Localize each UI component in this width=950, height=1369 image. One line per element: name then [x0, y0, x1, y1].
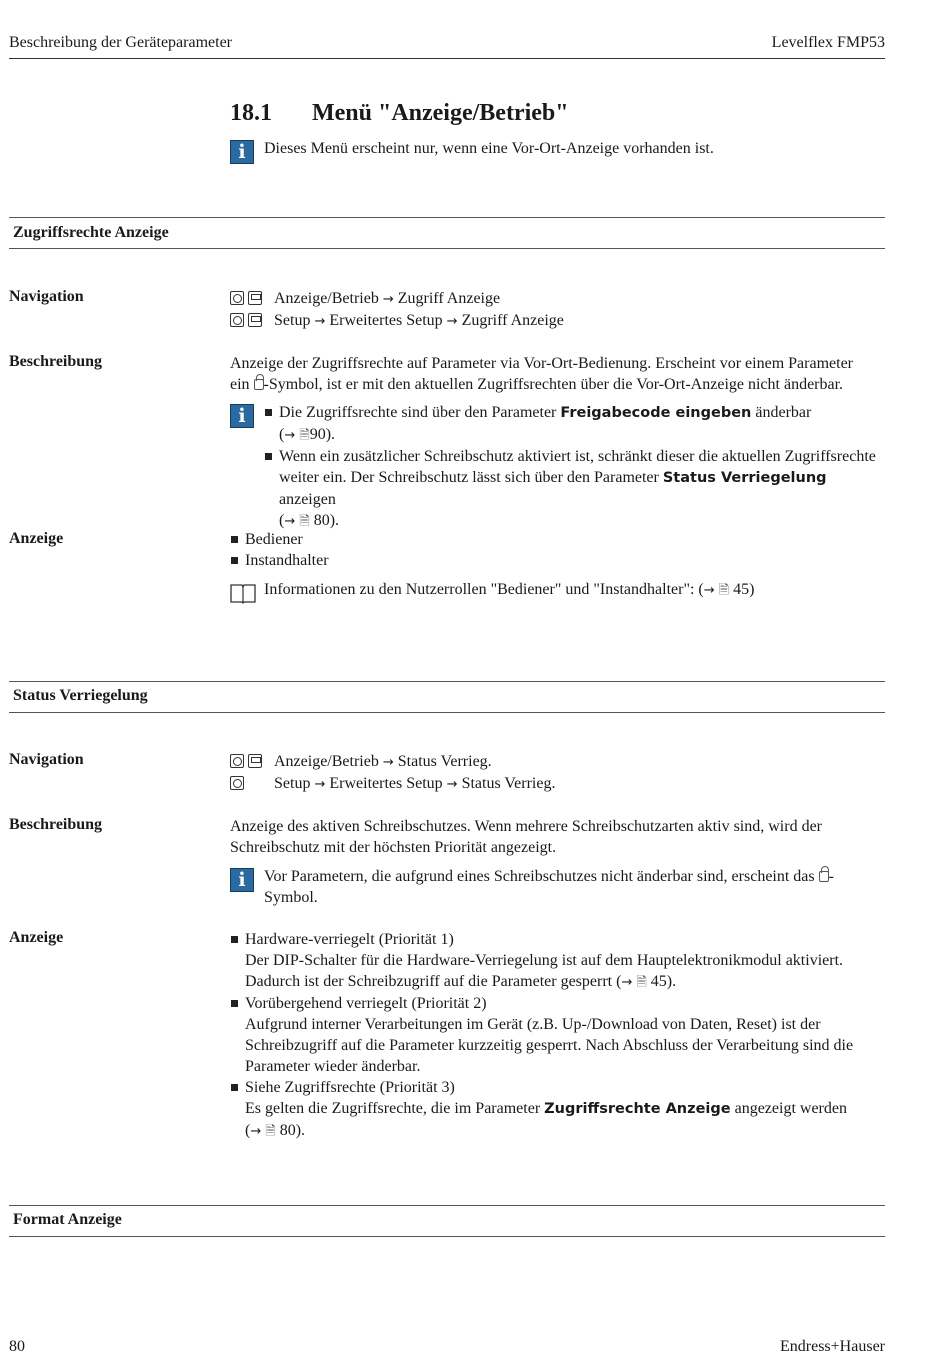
title-text: Menü "Anzeige/Betrieb"	[312, 100, 569, 126]
option-list	[230, 529, 886, 571]
lock-icon	[819, 871, 829, 882]
header-right: Levelflex FMP53	[771, 34, 885, 51]
nav-path-2: Setup → Erweitertes Setup → Status Verrieg.	[230, 773, 886, 795]
label-beschreibung: Beschreibung	[9, 353, 103, 370]
display-icon	[248, 291, 262, 305]
operation-icon	[230, 313, 244, 327]
list-item: Vorübergehend verriegelt (Priorität 2) Aufgrund interner Verarbeitungen im Gerät (z.B. Up-/Download von Daten, Reset) ist der Schreibzugriff auf die Parameter kurzzeitig gesperrt. Nach Abschluss der Verarbeitung sind die Parameter wieder änderbar.	[230, 993, 886, 1077]
section-rule-top	[9, 1205, 885, 1206]
section-title-status-verriegelung: Status Verriegelung	[13, 687, 148, 704]
list-item: Wenn ein zusätzlicher Schreibschutz aktiviert ist, schränkt dieser die aktuellen Zugriffsrechte weiter ein. Der Schreibschutz lässt sich über den Parameter Status Verriegelung anzeigen (→ 🗎 80).	[264, 446, 886, 532]
info-icon: i	[230, 140, 254, 164]
description: Anzeige der Zugriffsrechte auf Parameter via Vor-Ort-Bedienung. Erscheint vor einem Parameter ein -Symbol, ist er mit den aktuellen Zugriffsrechten über die Vor-Ort-Anzeige nicht änderbar.	[230, 355, 853, 393]
nav-path-2: Setup → Erweitertes Setup → Zugriff Anzeige	[230, 310, 886, 332]
display-icon	[248, 313, 262, 327]
label-anzeige: Anzeige	[9, 530, 64, 547]
operation-icon	[230, 291, 244, 305]
list-item: Instandhalter	[230, 550, 886, 571]
lock-icon	[254, 379, 264, 390]
navigation-paths	[230, 288, 886, 332]
label-navigation: Navigation	[9, 288, 84, 305]
operation-icon	[230, 754, 244, 768]
book-note: Informationen zu den Nutzerrollen "Bediener" und "Instandhalter": (→ 🗎 45)	[264, 581, 755, 598]
description: Anzeige des aktiven Schreibschutzes. Wenn mehrere Schreibschutzarten aktiv sind, wird der Schreibschutz mit der höchsten Priorität angezeigt.	[230, 818, 822, 856]
nav-path-1: Anzeige/Betrieb → Zugriff Anzeige	[230, 288, 886, 310]
info-note-list	[264, 402, 886, 532]
display-icon	[248, 754, 262, 768]
status-option-list	[230, 929, 886, 1142]
navigation-paths	[230, 751, 886, 795]
section-title-format-anzeige: Format Anzeige	[13, 1211, 122, 1228]
list-item: Hardware-verriegelt (Priorität 1) Der DIP-Schalter für die Hardware-Verriegelung ist auf dem Hauptelektronikmodul aktiviert. Dadurch ist der Schreibzugriff auf die Parameter gesperrt (→ 🗎 45).	[230, 929, 886, 993]
page-number: 80	[9, 1338, 25, 1355]
section-rule-top	[9, 217, 885, 218]
nav-path-1: Anzeige/Betrieb → Status Verrieg.	[230, 751, 886, 773]
list-item: Die Zugriffsrechte sind über den Parameter Freigabecode eingeben änderbar (→ 🗎90).	[264, 402, 886, 446]
section-rule-bottom	[9, 1236, 885, 1237]
title-number: 18.1	[230, 100, 272, 126]
header-left: Beschreibung der Geräteparameter	[9, 34, 232, 51]
label-navigation: Navigation	[9, 751, 84, 768]
section-rule-top	[9, 681, 885, 682]
section-rule-bottom	[9, 248, 885, 249]
book-icon	[230, 582, 256, 604]
section-title-zugriffsrechte: Zugriffsrechte Anzeige	[13, 224, 169, 241]
operation-icon	[230, 776, 244, 790]
info-note: Vor Parametern, die aufgrund eines Schreibschutzes nicht änderbar sind, erscheint das - Symbol.	[264, 868, 834, 906]
info-icon: i	[230, 868, 254, 892]
intro-note: Dieses Menü erscheint nur, wenn eine Vor-Ort-Anzeige vorhanden ist.	[264, 140, 714, 157]
footer-brand: Endress+Hauser	[780, 1338, 885, 1355]
info-icon: i	[230, 404, 254, 428]
list-item: Bediener	[230, 529, 886, 550]
page-title	[230, 100, 569, 127]
list-item: Siehe Zugriffsrechte (Priorität 3) Es gelten die Zugriffsrechte, die im Parameter Zugriffsrechte Anzeige angezeigt werden (→ 🗎 80).	[230, 1077, 886, 1142]
label-beschreibung: Beschreibung	[9, 816, 103, 833]
header-rule	[9, 58, 885, 59]
label-anzeige: Anzeige	[9, 929, 64, 946]
section-rule-bottom	[9, 712, 885, 713]
